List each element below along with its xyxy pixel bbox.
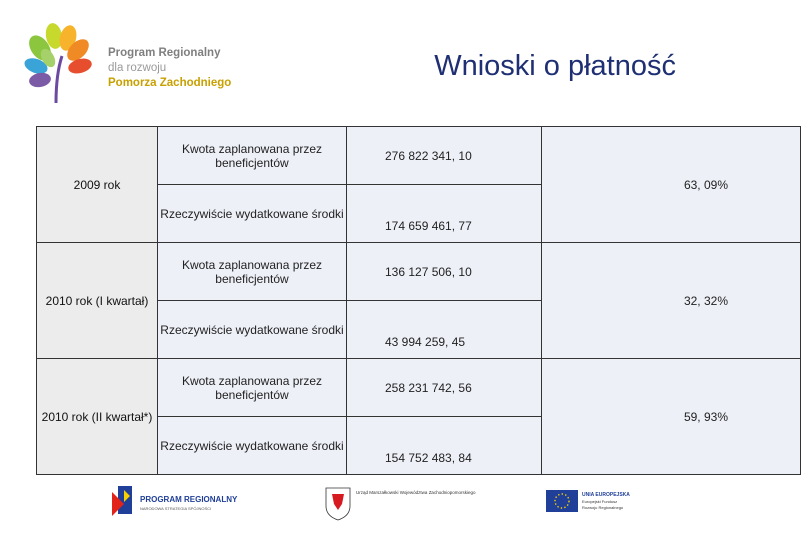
planned-value: 276 822 341, 10 — [347, 127, 542, 185]
planned-label: Kwota zaplanowana przez beneficjentów — [158, 359, 347, 417]
table-row — [37, 127, 801, 185]
eu-sub-1: Europejski Fundusz — [582, 499, 618, 504]
actual-value: 174 659 461, 77 — [347, 185, 542, 243]
percent-cell: 63, 09% — [542, 127, 801, 243]
logo-line-2: dla rozwoju — [108, 62, 167, 74]
eu-flag-icon — [546, 490, 578, 512]
coat-of-arms-icon — [326, 488, 350, 520]
leaves-logo-icon — [18, 18, 108, 108]
actual-label: Rzeczywiście wydatkowane środki — [158, 417, 347, 475]
percent-cell: 59, 93% — [542, 359, 801, 475]
actual-value: 154 752 483, 84 — [347, 417, 542, 475]
table-row — [37, 243, 801, 301]
year-cell: 2010 rok (I kwartał) — [37, 243, 158, 359]
logo-text — [108, 46, 231, 91]
planned-label: Kwota zaplanowana przez beneficjentów — [158, 127, 347, 185]
nss-logo-icon — [112, 486, 132, 516]
eu-sub-2: Rozwoju Regionalnego — [582, 505, 624, 510]
table-row — [37, 359, 801, 417]
actual-value: 43 994 259, 45 — [347, 301, 542, 359]
planned-label: Kwota zaplanowana przez beneficjentów — [158, 243, 347, 301]
page-title: Wnioski o płatność — [434, 50, 676, 82]
payments-table — [36, 126, 801, 475]
planned-value: 258 231 742, 56 — [347, 359, 542, 417]
actual-label: Rzeczywiście wydatkowane środki — [158, 185, 347, 243]
nss-logo-sub: NARODOWA STRATEGIA SPÓJNOŚCI — [140, 506, 212, 511]
eu-text: UNIA EUROPEJSKA — [582, 492, 630, 498]
percent-cell: 32, 32% — [542, 243, 801, 359]
logo-line-3: Pomorza Zachodniego — [108, 77, 232, 89]
nss-logo-text: PROGRAM REGIONALNY — [140, 495, 238, 504]
logo-line-1: Program Regionalny — [108, 47, 221, 59]
actual-label: Rzeczywiście wydatkowane środki — [158, 301, 347, 359]
footer-logos — [0, 482, 720, 540]
marshal-office-text: Urząd Marszałkowski Województwa Zachodniopomorskiego — [356, 490, 476, 495]
year-cell: 2010 rok (II kwartał*) — [37, 359, 158, 475]
planned-value: 136 127 506, 10 — [347, 243, 542, 301]
year-cell: 2009 rok — [37, 127, 158, 243]
